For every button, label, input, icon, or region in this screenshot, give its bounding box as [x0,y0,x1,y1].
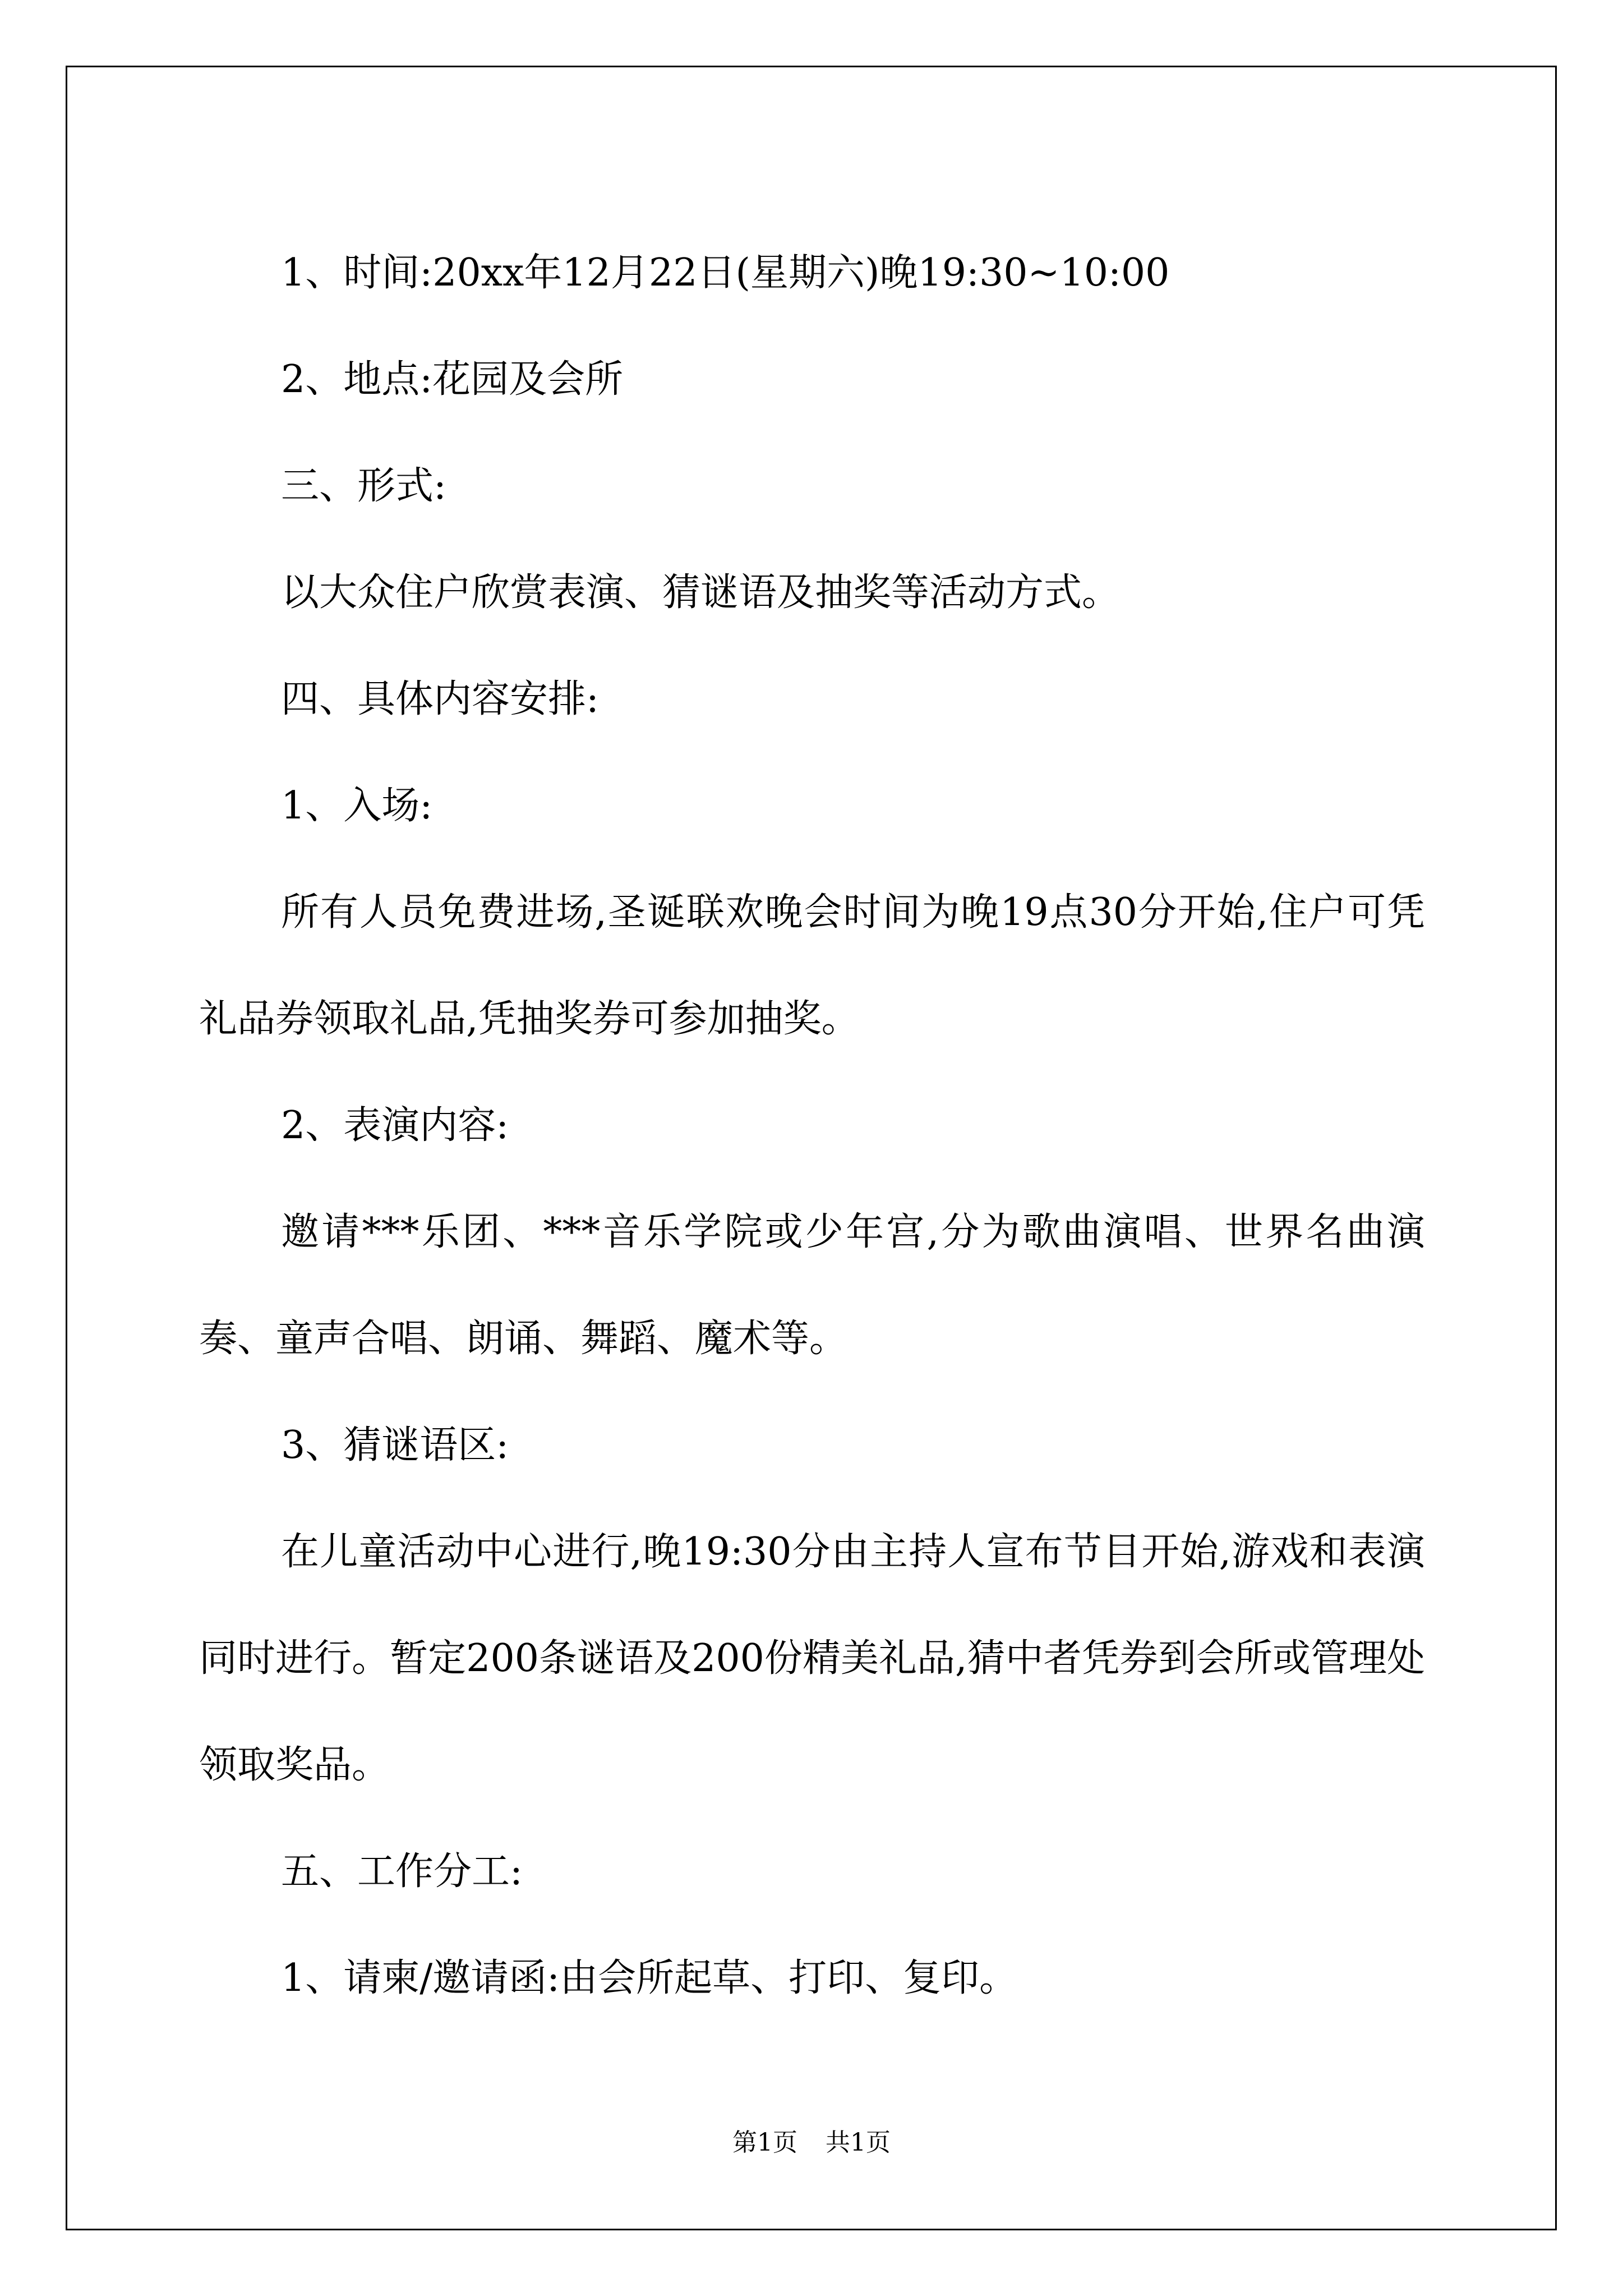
heading-performance: 2、表演内容: [281,1103,509,1148]
heading-content-arrangement: 四、具体内容安排: [281,677,599,721]
heading-riddle-area: 3、猜谜语区: [281,1423,509,1467]
paragraph-invitations: 1、请柬/邀请函:由会所起草、打印、复印。 [281,1956,1018,2000]
paragraph-riddle-area: 在儿童活动中心进行,晚19:30分由主持人宣布节目开始,游戏和表演同时进行。暂定200条谜语及200份精美礼品,猜中者凭券到会所或管理处领取奖品。 [199,1530,1425,1787]
paragraph-performance: 邀请***乐团、***音乐学院或少年宫,分为歌曲演唱、世界名曲演奏、童声合唱、朗诵、舞蹈、魔术等。 [199,1210,1425,1361]
heading-admission: 1、入场: [281,784,433,828]
page-number-current: 第1页 [732,2128,797,2157]
heading-format: 三、形式: [281,464,446,508]
heading-work-division: 五、工作分工: [281,1849,523,1894]
document-body [199,220,1425,2032]
page-footer [0,2126,1623,2160]
paragraph-format: 以大众住户欣赏表演、猜谜语及抽奖等活动方式。 [281,570,1121,615]
paragraph-location: 2、地点:花园及会所 [281,357,624,402]
paragraph-admission: 所有人员免费进场,圣诞联欢晚会时间为晚19点30分开始,住户可凭礼品券领取礼品,凭抽奖券可参加抽奖。 [199,890,1425,1041]
page-number-total: 共1页 [826,2128,891,2157]
paragraph-time: 1、时间:20xx年12月22日(星期六)晚19:30~10:00 [281,251,1170,295]
